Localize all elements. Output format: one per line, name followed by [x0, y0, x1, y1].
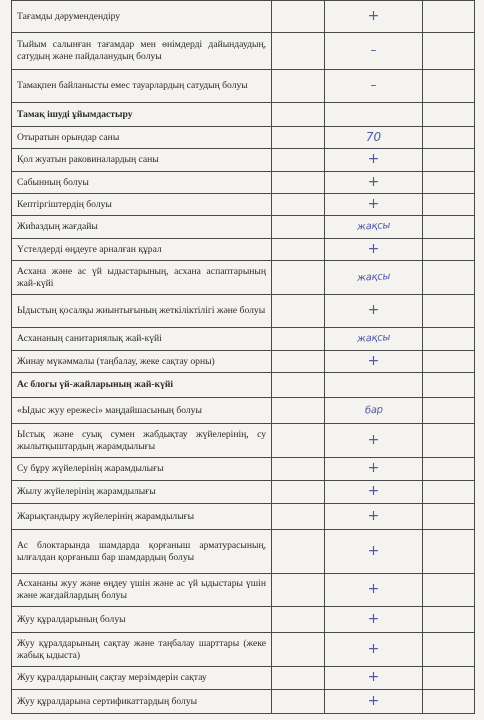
blank-cell: [423, 103, 475, 127]
result-cell: [325, 607, 423, 633]
result-cell: [325, 33, 423, 70]
blank-cell: [423, 70, 475, 103]
handwritten-mark: +: [367, 581, 380, 597]
result-cell: [325, 424, 423, 458]
criterion-label: Кептіргіштердің болуы: [12, 194, 272, 216]
criterion-label: Жинау мүкәммалы (таңбалау, жеке сақтау орны): [12, 351, 272, 373]
criterion-label: Тыйым салынған тағамдар мен өнімдерді дайындаудың, сатудың және пайдаланудың болуы: [12, 33, 272, 70]
table-row: [12, 295, 475, 328]
result-cell: [325, 216, 423, 239]
handwritten-mark: 70: [365, 129, 382, 144]
blank-cell: [423, 458, 475, 481]
blank-cell: [423, 172, 475, 194]
handwritten-mark: –: [370, 78, 377, 92]
table-row: [12, 633, 475, 667]
result-cell: [325, 1, 423, 33]
blank-cell: [423, 424, 475, 458]
handwritten-mark: +: [367, 669, 380, 685]
handwritten-mark: +: [367, 151, 380, 167]
result-cell: [325, 172, 423, 194]
blank-cell: [272, 667, 325, 690]
blank-cell: [423, 481, 475, 504]
table-row: [12, 667, 475, 690]
criterion-label: Жарықтандыру жүйелерінің жарамдылығы: [12, 504, 272, 530]
blank-cell: [423, 149, 475, 172]
blank-cell: [272, 481, 325, 504]
inspection-table-body: [12, 1, 475, 714]
inspection-table: [11, 0, 475, 714]
table-row: [12, 70, 475, 103]
handwritten-mark: бар: [364, 404, 383, 416]
criterion-label: Жуу құралдарына сертификаттардың болуы: [12, 690, 272, 714]
blank-cell: [423, 194, 475, 216]
criterion-label: Жылу жүйелерінің жарамдылығы: [12, 481, 272, 504]
result-cell: [325, 633, 423, 667]
blank-cell: [423, 239, 475, 261]
blank-cell: [272, 424, 325, 458]
table-row: [12, 424, 475, 458]
handwritten-mark: жақсы: [356, 332, 391, 345]
blank-cell: [423, 530, 475, 574]
blank-cell: [272, 574, 325, 607]
criterion-label: Су бұру жүйелерінің жарамдылығы: [12, 458, 272, 481]
result-cell: [325, 530, 423, 574]
table-row: [12, 172, 475, 194]
blank-cell: [423, 398, 475, 424]
blank-cell: [423, 373, 475, 398]
criterion-label: Сабынның болуы: [12, 172, 272, 194]
handwritten-mark: +: [367, 483, 380, 499]
table-row: [12, 127, 475, 149]
table-row: [12, 398, 475, 424]
blank-cell: [272, 33, 325, 70]
table-row: [12, 351, 475, 373]
result-cell: [325, 194, 423, 216]
criterion-label: Қол жуатын раковиналардың саны: [12, 149, 272, 172]
criterion-label: Асхананы жуу және өңдеу үшін және ас үй ыдыстары үшін және жағдайлардың болуы: [12, 574, 272, 607]
table-row: [12, 690, 475, 714]
criterion-label: Тағамды дәрумендендіру: [12, 1, 272, 33]
table-row: [12, 458, 475, 481]
blank-cell: [272, 328, 325, 351]
result-cell: [325, 458, 423, 481]
blank-cell: [272, 633, 325, 667]
blank-cell: [272, 607, 325, 633]
blank-cell: [423, 127, 475, 149]
handwritten-mark: +: [367, 507, 380, 524]
blank-cell: [423, 574, 475, 607]
blank-cell: [423, 351, 475, 373]
criterion-label: Ас блоктарында шамдарда қорғаныш арматурасының, ылғалдан қорғаныш бар шамдардың болуы: [12, 530, 272, 574]
blank-cell: [272, 690, 325, 714]
blank-cell: [423, 295, 475, 328]
criterion-label: Ыстық және суық сумен жабдықтау жүйелерінің, су жылытқыштардың жарамдылығы: [12, 424, 272, 458]
blank-cell: [272, 458, 325, 481]
criterion-label: Асхана және ас үй ыдыстарының, асхана аспаптарының жай-күйі: [12, 261, 272, 295]
blank-cell: [423, 607, 475, 633]
handwritten-mark: +: [367, 173, 380, 190]
handwritten-mark: +: [367, 7, 380, 24]
table-row: [12, 530, 475, 574]
criterion-label: Отыратын орындар саны: [12, 127, 272, 149]
handwritten-mark: +: [367, 692, 380, 709]
handwritten-mark: +: [367, 302, 380, 318]
blank-cell: [423, 1, 475, 33]
handwritten-mark: +: [367, 240, 380, 257]
blank-cell: [272, 1, 325, 33]
blank-cell: [272, 530, 325, 574]
table-row: [12, 33, 475, 70]
handwritten-mark: +: [367, 542, 380, 559]
criterion-label: Үстелдерді өңдеуге арналған құрал: [12, 239, 272, 261]
result-cell: [325, 667, 423, 690]
blank-cell: [272, 103, 325, 127]
criterion-label: «Ыдыс жуу ережесі» маңдайшасының болуы: [12, 398, 272, 424]
blank-cell: [272, 295, 325, 328]
table-row: [12, 216, 475, 239]
handwritten-mark: +: [367, 610, 380, 627]
result-cell: [325, 127, 423, 149]
table-row: [12, 1, 475, 33]
result-cell: [325, 351, 423, 373]
criterion-label: Асхананың санитариялық жай-күйі: [12, 328, 272, 351]
blank-cell: [272, 398, 325, 424]
handwritten-mark: +: [367, 460, 380, 476]
blank-cell: [272, 127, 325, 149]
section-heading-row: [12, 103, 475, 127]
handwritten-mark: +: [367, 640, 380, 657]
criterion-label: Жуу құралдарының сақтау және таңбалау шарттары (жеке жабық ыдыста): [12, 633, 272, 667]
blank-cell: [423, 328, 475, 351]
result-cell: [325, 398, 423, 424]
result-cell: [325, 295, 423, 328]
blank-cell: [423, 690, 475, 714]
section-heading-row: [12, 373, 475, 398]
criterion-label: Жуу құралдарының сақтау мерзімдерін сақтау: [12, 667, 272, 690]
table-row: [12, 328, 475, 351]
criterion-label: Жуу құралдарының болуы: [12, 607, 272, 633]
blank-cell: [272, 194, 325, 216]
blank-cell: [272, 239, 325, 261]
result-cell: [325, 328, 423, 351]
result-cell: [325, 70, 423, 103]
handwritten-mark: +: [367, 352, 380, 369]
blank-cell: [423, 216, 475, 239]
result-cell: [325, 103, 423, 127]
table-row: [12, 574, 475, 607]
result-cell: [325, 481, 423, 504]
blank-cell: [423, 261, 475, 295]
blank-cell: [272, 149, 325, 172]
table-row: [12, 607, 475, 633]
blank-cell: [272, 261, 325, 295]
blank-cell: [272, 216, 325, 239]
result-cell: [325, 239, 423, 261]
handwritten-mark: жақсы: [356, 270, 391, 284]
table-row: [12, 149, 475, 172]
blank-cell: [423, 504, 475, 530]
blank-cell: [423, 633, 475, 667]
table-row: [12, 504, 475, 530]
section-title: Тамақ ішуді ұйымдастыру: [12, 103, 272, 127]
table-row: [12, 261, 475, 295]
criterion-label: Жиһаздың жағдайы: [12, 216, 272, 239]
blank-cell: [272, 351, 325, 373]
table-row: [12, 239, 475, 261]
table-row: [12, 194, 475, 216]
result-cell: [325, 149, 423, 172]
blank-cell: [272, 504, 325, 530]
result-cell: [325, 504, 423, 530]
handwritten-mark: +: [367, 431, 380, 448]
blank-cell: [423, 667, 475, 690]
result-cell: [325, 373, 423, 398]
section-title: Ас блогы үй-жайларының жай-күйі: [12, 373, 272, 398]
handwritten-mark: +: [367, 195, 380, 212]
result-cell: [325, 574, 423, 607]
blank-cell: [423, 33, 475, 70]
criterion-label: Ыдыстың қосалқы жиынтығының жеткіліктілігі және болуы: [12, 295, 272, 328]
table-row: [12, 481, 475, 504]
result-cell: [325, 261, 423, 295]
handwritten-mark: жақсы: [356, 220, 391, 233]
blank-cell: [272, 172, 325, 194]
blank-cell: [272, 70, 325, 103]
criterion-label: Тамақпен байланысты емес тауарлардың сатудың болуы: [12, 70, 272, 103]
blank-cell: [272, 373, 325, 398]
handwritten-mark: –: [370, 43, 377, 57]
result-cell: [325, 690, 423, 714]
